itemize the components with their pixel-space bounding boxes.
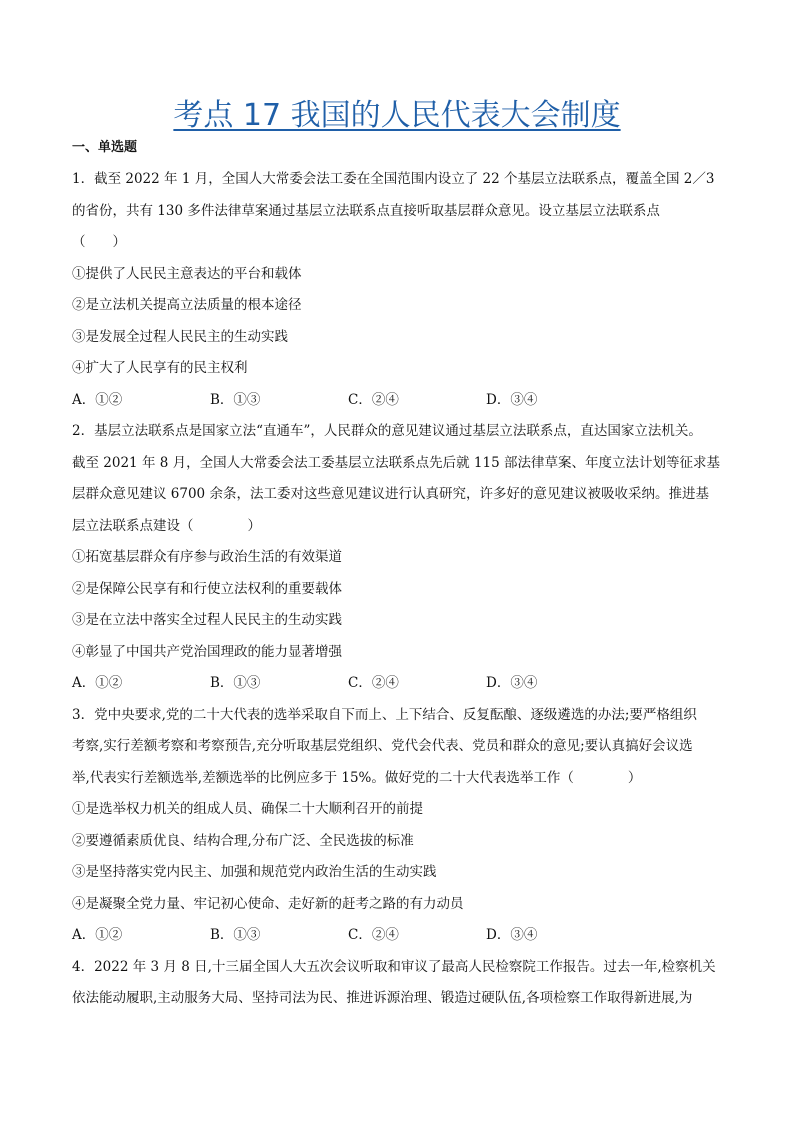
question-stem: 考察,实行差额考察和考察预告,充分听取基层党组织、党代会代表、党员和群众的意见;要认真搞好会议选 — [72, 738, 693, 754]
document-body — [72, 138, 732, 1015]
statement-option: ②是立法机关提高立法质量的根本途径 — [72, 297, 302, 313]
answer-choice-b[interactable]: B．①③ — [210, 675, 261, 691]
question-3 — [72, 700, 732, 952]
answer-choice-c[interactable]: C．②④ — [348, 675, 399, 691]
question-1 — [72, 164, 732, 416]
question-stem: 3．党中央要求,党的二十大代表的选举采取自下而上、上下结合、反复酝酿、逐级遴选的办法;要严格组织 — [72, 706, 697, 723]
question-stem: 截至 2021 年 8 月，全国人大常委会法工委基层立法联系点先后就 115 部法律草案、年度立法计划等征求基 — [72, 454, 720, 471]
statement-option: ②要遵循素质优良、结构合理,分布广泛、全民选拔的标准 — [72, 832, 414, 849]
statement-option: ①是选举权力机关的组成人员、确保二十大顺利召开的前提 — [72, 801, 423, 817]
answer-choice-d[interactable]: D．③④ — [486, 927, 538, 943]
question-2 — [72, 416, 732, 700]
answer-choice-c[interactable]: C．②④ — [348, 391, 399, 408]
answer-choice-b[interactable]: B．①③ — [210, 927, 261, 943]
statement-option: ④是凝聚全党力量、牢记初心使命、走好新的赶考之路的有力动员 — [72, 895, 464, 912]
answer-choices — [72, 920, 732, 952]
statement-option: ④扩大了人民享有的民主权利 — [72, 360, 248, 376]
question-4 — [72, 952, 732, 1015]
statement-option: ③是在立法中落实全过程人民民主的生动实践 — [72, 612, 342, 628]
answer-choices — [72, 385, 732, 417]
answer-choice-c[interactable]: C．②④ — [348, 927, 399, 943]
question-stem: 依法能动履职,主动服务大局、坚持司法为民、推进诉源治理、锻造过硬队伍,各项检察工作取得新进展,为 — [72, 990, 693, 1006]
answer-choices — [72, 668, 732, 700]
answer-choice-b[interactable]: B．①③ — [210, 391, 261, 408]
question-stem: 4．2022 年 3 月 8 日,十三届全国人大五次会议听取和审议了最高人民检察院工作报告。过去一年,检察机关 — [72, 958, 716, 975]
answer-choice-a[interactable]: A．①② — [72, 391, 123, 408]
answer-choice-d[interactable]: D．③④ — [486, 675, 538, 691]
answer-choice-d[interactable]: D．③④ — [486, 391, 538, 408]
statement-option: ②是保障公民享有和行使立法权利的重要载体 — [72, 580, 342, 597]
question-stem: 的省份，共有 130 多件法律草案通过基层立法联系点直接听取基层群众意见。设立基层立法联系点 — [72, 202, 660, 219]
answer-choice-a[interactable]: A．①② — [72, 927, 123, 943]
statement-option: ③是发展全过程人民民主的生动实践 — [72, 328, 288, 345]
question-stem: 层立法联系点建设（ ） — [72, 517, 261, 534]
page-title: 考点 17 我国的人民代表大会制度 — [173, 98, 621, 133]
question-stem: 层群众意见建议 6700 余条，法工委对这些意见建议进行认真研究，许多好的意见建议被吸收采纳。推进基 — [72, 486, 709, 502]
question-stem: （ ） — [72, 234, 126, 250]
statement-option: ③是坚持落实党内民主、加强和规范党内政治生活的生动实践 — [72, 864, 437, 880]
question-stem: 2．基层立法联系点是国家立法“直通车”，人民群众的意见建议通过基层立法联系点，直达国家立法机关。 — [72, 423, 702, 439]
section-heading: 一、单选题 — [72, 140, 138, 155]
statement-option: ①拓宽基层群众有序参与政治生活的有效渠道 — [72, 549, 342, 565]
answer-choice-a[interactable]: A．①② — [72, 675, 123, 691]
question-stem: 1．截至 2022 年 1 月，全国人大常委会法工委在全国范围内设立了 22 个基层立法联系点，覆盖全国 2／3 — [72, 171, 715, 187]
question-stem: 举,代表实行差额选举,差额选举的比例应多于 15%。做好党的二十大代表选举工作（ ） — [72, 769, 642, 786]
statement-option: ④彰显了中国共产党治国理政的能力显著增强 — [72, 643, 342, 660]
statement-option: ①提供了人民民主意表达的平台和载体 — [72, 265, 302, 282]
